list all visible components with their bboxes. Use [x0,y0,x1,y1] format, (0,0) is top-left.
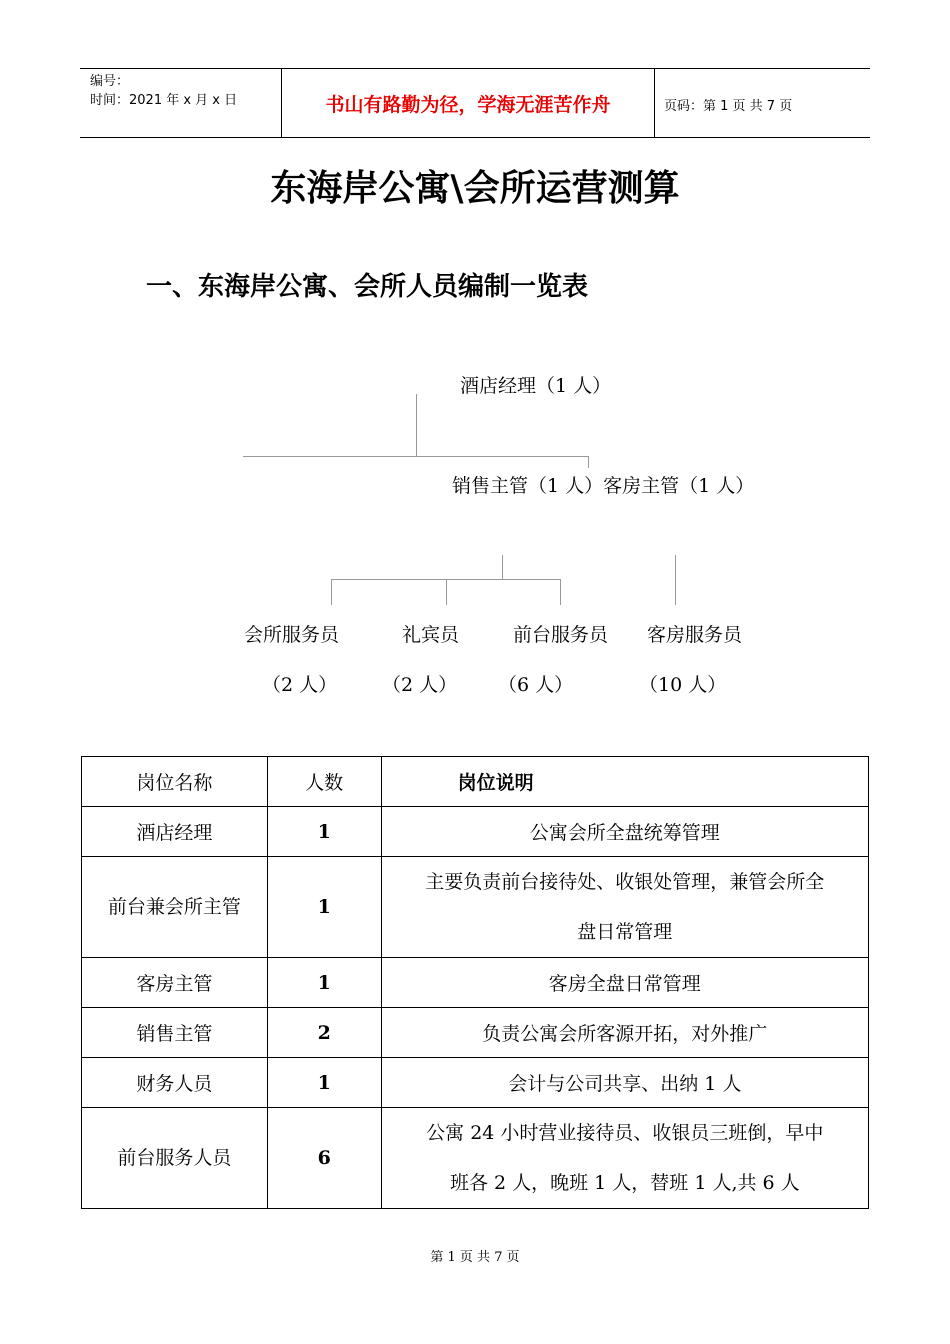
count-cell: 1 [267,1058,381,1108]
org-connector [560,579,561,605]
description-line: 公寓会所全盘统筹管理 [529,822,720,844]
count-cell: 2 [267,1008,381,1058]
position-cell: 客房主管 [82,958,268,1008]
org-count: （2 人） [262,674,338,696]
page-header [80,68,870,138]
org-connector [588,456,589,468]
org-node-front-desk: 前台服务员 [513,624,609,646]
count-cell: 1 [267,807,381,857]
org-node-concierge: 礼宾员 [402,624,460,646]
org-connector [675,555,676,605]
org-node-supervisors: 销售主管（1 人）客房主管（1 人） [452,475,755,497]
header-cell-position: 岗位名称 [82,757,268,807]
description-cell [381,807,868,857]
header-meta [90,72,237,110]
position-cell: 财务人员 [82,1058,268,1108]
description-line: 主要负责前台接待处、收银处管理，兼管会所全 [425,871,825,893]
document-title: 东海岸公寓\会所运营测算 [270,168,680,209]
description-line: 客房全盘日常管理 [548,973,701,995]
code-label: 编号： [90,74,130,89]
count-cell: 1 [267,857,381,958]
count-cell: 6 [267,1108,381,1209]
count-cell: 1 [267,958,381,1008]
header-divider [654,69,655,137]
page-footer: 第 1 页 共 7 页 [430,1250,520,1265]
org-count: （6 人） [498,674,574,696]
table-row [82,1108,869,1209]
description-line: 班各 2 人，晚班 1 人，替班 1 人,共 6 人 [449,1172,800,1194]
org-connector [243,456,589,457]
description-line: 盘日常管理 [577,921,673,943]
description-cell [381,1058,868,1108]
position-cell: 前台服务人员 [82,1108,268,1209]
org-node-manager: 酒店经理（1 人） [460,375,612,397]
position-cell: 酒店经理 [82,807,268,857]
header-cell-count: 人数 [267,757,381,807]
table-row [82,958,869,1008]
description-cell [381,857,868,958]
table-row [82,857,869,958]
org-connector [446,579,447,605]
header-cell-description: 岗位说明 [381,757,868,807]
org-connector [416,394,417,456]
position-cell: 前台兼会所主管 [82,857,268,958]
table-row [82,807,869,857]
org-connector [331,579,332,605]
description-cell [381,1108,868,1209]
org-count: （10 人） [639,674,727,696]
staffing-table [81,756,869,1209]
table-header-row [82,757,869,807]
description-line: 会计与公司共享、出纳 1 人 [508,1073,742,1095]
table-row [82,1008,869,1058]
description-line: 负责公寓会所客源开拓，对外推广 [482,1023,768,1045]
org-node-housekeeping: 客房服务员 [647,624,743,646]
table-row [82,1058,869,1108]
header-page-info: 页码：第 1 页 共 7 页 [664,99,793,114]
time-label: 时间：2021 年 x 月 x 日 [90,93,238,108]
header-motto: 书山有路勤为径，学海无涯苦作舟 [325,93,611,116]
org-count: （2 人） [382,674,458,696]
org-node-clubhouse-staff: 会所服务员 [244,624,340,646]
description-cell [381,958,868,1008]
description-cell [381,1008,868,1058]
org-connector [502,555,503,579]
description-line: 公寓 24 小时营业接待员、收银员三班倒，早中 [426,1122,824,1144]
section-heading: 一、东海岸公寓、会所人员编制一览表 [146,272,589,302]
position-cell: 销售主管 [82,1008,268,1058]
